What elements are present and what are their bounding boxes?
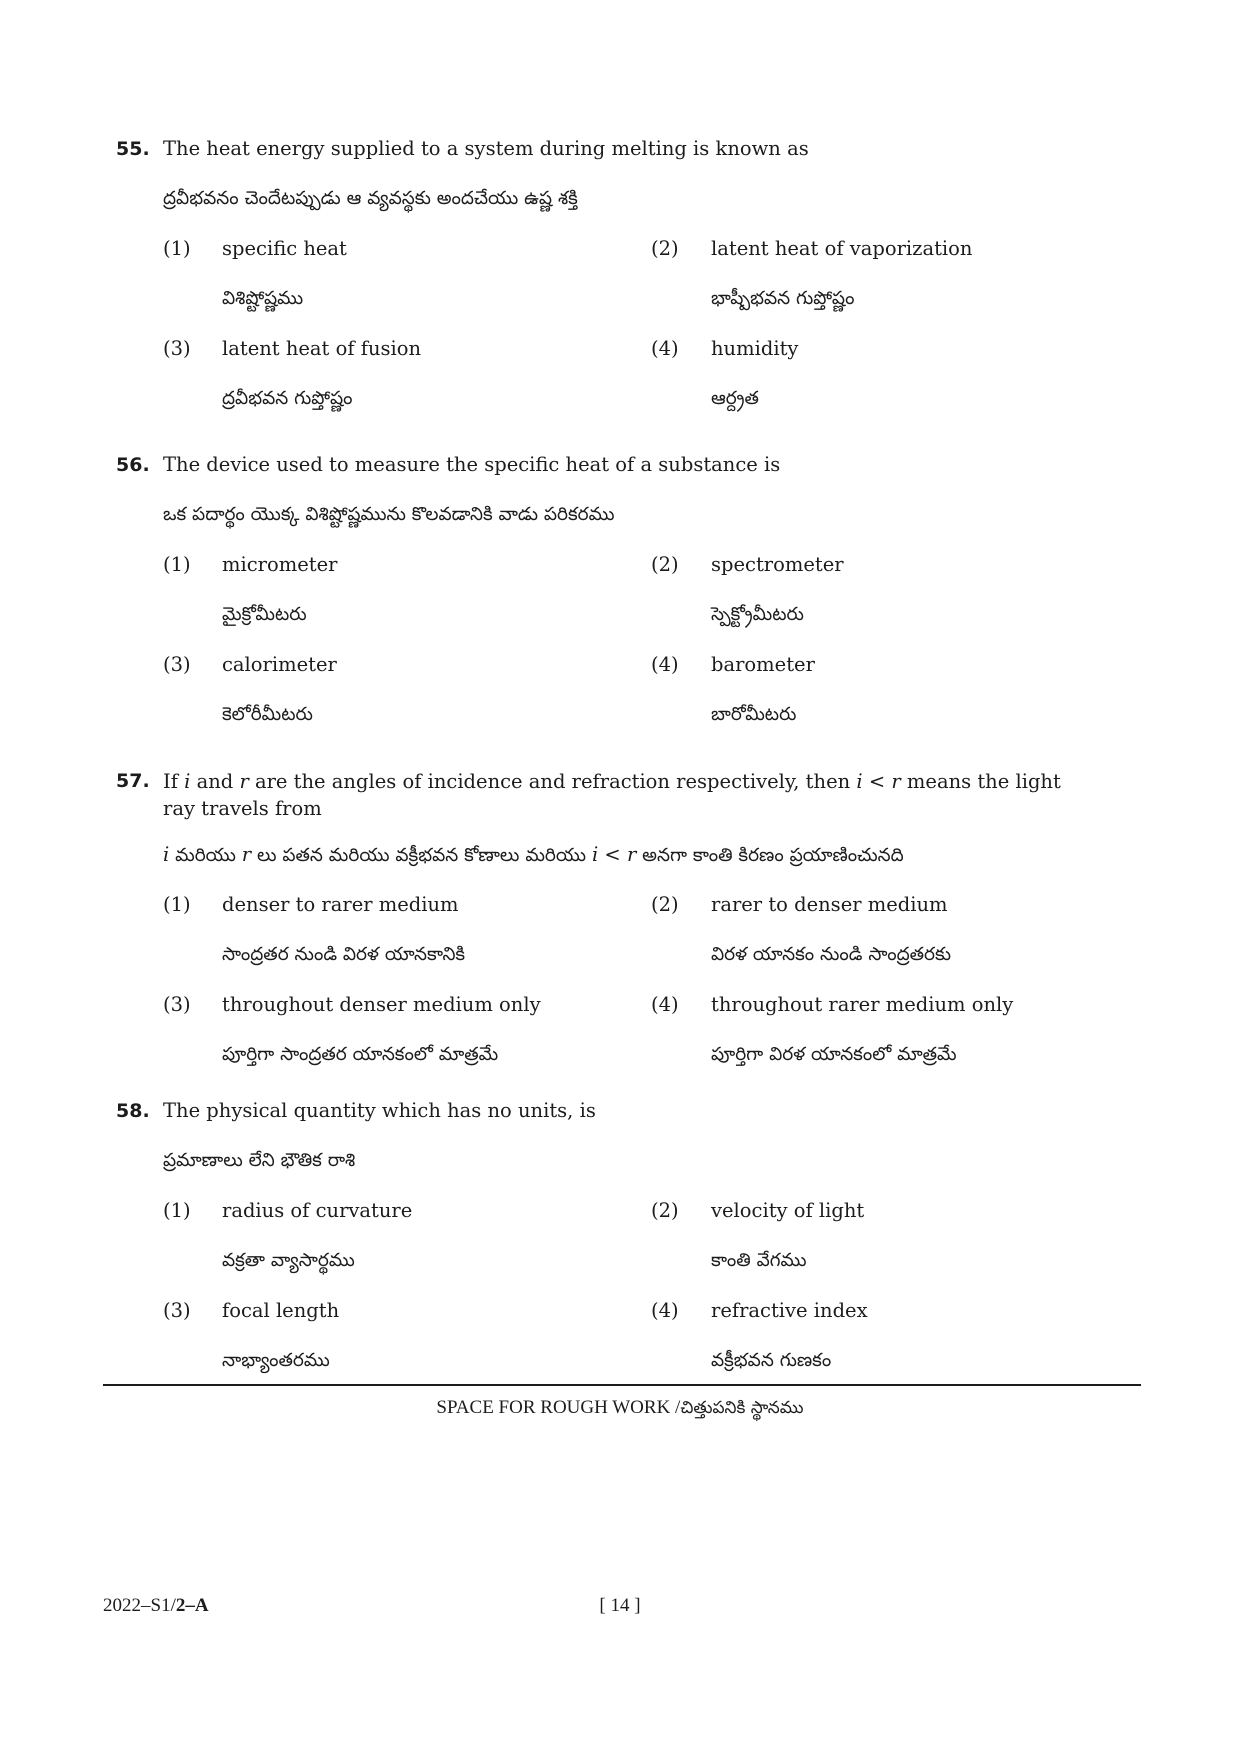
option-english-line — [651, 980, 1131, 1030]
text-segment: and — [190, 770, 240, 793]
option-text-telugu: మైక్రోమీటరు — [222, 604, 307, 625]
option-english-line — [651, 1186, 1131, 1236]
option-number: (2) — [651, 1199, 679, 1222]
question-stem-english — [0, 756, 1240, 830]
option-text-telugu: ద్రవీభవన గుప్తోష్ణం — [222, 388, 353, 409]
question-text-english: The physical quantity which has no units, is — [163, 1099, 596, 1122]
option-text-english: micrometer — [222, 553, 338, 576]
option-1 — [163, 224, 643, 324]
option-english-line — [163, 880, 643, 930]
symbol-i: i — [184, 770, 191, 793]
option-english-line — [163, 980, 643, 1030]
option-3 — [163, 324, 643, 424]
question-text-english-line-1 — [163, 768, 1240, 795]
text-segment: are the angles of incidence and refraction respectively, then — [248, 770, 857, 793]
option-text-telugu: స్పెక్ట్రోమీటరు — [711, 604, 804, 625]
page-number: [ 14 ] — [599, 1595, 641, 1616]
option-4 — [651, 324, 1131, 424]
question-56 — [0, 440, 1240, 740]
symbol-i: i — [591, 843, 599, 866]
option-english-line — [163, 640, 643, 690]
option-text-english: throughout rarer medium only — [711, 993, 1014, 1016]
option-row — [0, 1186, 1240, 1286]
option-text-english: velocity of light — [711, 1199, 865, 1222]
option-text-telugu: పూర్తిగా విరళ యానకంలో మాత్రమే — [711, 1044, 957, 1065]
option-3 — [163, 980, 643, 1080]
option-text-telugu: సాంద్రతర నుండి విరళ యానకానికి — [222, 944, 466, 965]
question-58 — [0, 1086, 1240, 1386]
text-segment: లు పతన మరియు వక్రీభవన కోణాలు మరియు — [251, 845, 592, 866]
option-text-telugu: కాంతి వేగము — [711, 1250, 807, 1271]
option-text-telugu: బారోమీటరు — [711, 704, 797, 725]
paper-code-set: 2–A — [175, 1595, 209, 1616]
option-1 — [163, 880, 643, 980]
option-text-telugu: నాభ్యాంతరము — [222, 1350, 330, 1371]
symbol-i: i — [163, 843, 170, 866]
option-3 — [163, 1286, 643, 1386]
option-4 — [651, 980, 1131, 1080]
option-text-telugu: కెలోరీమీటరు — [222, 704, 313, 725]
option-number: (4) — [651, 993, 679, 1016]
text-segment: < — [862, 770, 892, 793]
symbol-r: r — [241, 843, 252, 866]
option-2 — [651, 540, 1131, 640]
option-text-telugu: ఆర్ద్రత — [711, 388, 759, 409]
option-number: (3) — [163, 993, 191, 1016]
option-4 — [651, 640, 1131, 740]
option-number: (4) — [651, 1299, 679, 1322]
option-text-english: focal length — [222, 1299, 340, 1322]
rough-work-telugu: చిత్తుపనికి స్థానము — [680, 1398, 804, 1418]
question-stem-english — [0, 124, 1240, 174]
question-number: 55. — [116, 138, 150, 160]
option-number: (4) — [651, 653, 679, 676]
question-stem-english — [0, 1086, 1240, 1136]
option-english-line — [651, 540, 1131, 590]
option-1 — [163, 1186, 643, 1286]
option-text-english: radius of curvature — [222, 1199, 413, 1222]
option-text-english: rarer to denser medium — [711, 893, 948, 916]
option-english-line — [651, 324, 1131, 374]
question-text-telugu — [0, 830, 1240, 880]
option-text-telugu: విశిష్టోష్ణము — [222, 288, 304, 309]
option-row — [0, 324, 1240, 424]
option-row — [0, 980, 1240, 1080]
option-number: (1) — [163, 237, 191, 260]
option-3 — [163, 640, 643, 740]
option-4 — [651, 1286, 1131, 1386]
option-number: (3) — [163, 1299, 191, 1322]
divider-line — [103, 1384, 1141, 1386]
option-text-english: calorimeter — [222, 653, 337, 676]
text-segment: If — [163, 770, 185, 793]
option-number: (3) — [163, 653, 191, 676]
question-text-english: The device used to measure the specific heat of a substance is — [163, 453, 781, 476]
text-segment: మరియు — [169, 845, 242, 866]
option-english-line — [163, 1286, 643, 1336]
option-number: (3) — [163, 337, 191, 360]
question-text-english: The heat energy supplied to a system during melting is known as — [163, 137, 809, 160]
option-english-line — [163, 324, 643, 374]
option-2 — [651, 224, 1131, 324]
option-number: (2) — [651, 893, 679, 916]
question-55 — [0, 124, 1240, 424]
option-row — [0, 224, 1240, 324]
option-text-telugu: విరళ యానకం నుండి సాంద్రతరకు — [711, 944, 952, 965]
question-57 — [0, 756, 1240, 1080]
option-text-english: latent heat of fusion — [222, 337, 422, 360]
option-2 — [651, 1186, 1131, 1286]
option-text-telugu: పూర్తిగా సాంద్రతర యానకంలో మాత్రమే — [222, 1044, 499, 1065]
text-segment: అనగా కాంతి కిరణం ప్రయాణించునది — [636, 845, 904, 866]
option-english-line — [163, 540, 643, 590]
option-english-line — [651, 640, 1131, 690]
rough-work-english: SPACE FOR ROUGH WORK / — [436, 1397, 681, 1418]
option-text-english: refractive index — [711, 1299, 868, 1322]
symbol-r: r — [239, 770, 249, 793]
option-text-telugu: వక్రీభవన గుణకం — [711, 1350, 832, 1371]
option-number: (1) — [163, 553, 191, 576]
option-row — [0, 1286, 1240, 1386]
rough-work-label — [0, 1396, 1240, 1420]
text-segment: < — [598, 843, 627, 866]
question-text-telugu: ద్రవీభవనం చెందేటప్పుడు ఆ వ్యవస్థకు అందచేయు ఉష్ణ శక్తి — [163, 188, 578, 209]
option-text-english: latent heat of vaporization — [711, 237, 973, 260]
option-text-telugu: భాష్పీభవన గుప్తోష్ణం — [711, 288, 855, 309]
text-segment: means the light — [900, 770, 1061, 793]
option-2 — [651, 880, 1131, 980]
option-text-english: specific heat — [222, 237, 347, 260]
option-text-english: denser to rarer medium — [222, 893, 459, 916]
option-english-line — [163, 224, 643, 274]
question-number: 57. — [116, 770, 150, 792]
option-row — [0, 880, 1240, 980]
question-text-telugu: ఒక పదార్థం యొక్క విశిష్టోష్ణమును కొలవడానికి వాడు పరికరము — [163, 504, 615, 525]
option-english-line — [651, 880, 1131, 930]
option-number: (2) — [651, 237, 679, 260]
option-number: (2) — [651, 553, 679, 576]
option-row — [0, 640, 1240, 740]
option-text-english: throughout denser medium only — [222, 993, 541, 1016]
question-stem-english — [0, 440, 1240, 490]
question-text-english-line-2: ray travels from — [163, 797, 322, 820]
option-text-english: humidity — [711, 337, 799, 360]
question-number: 58. — [116, 1100, 150, 1122]
option-text-english: barometer — [711, 653, 815, 676]
option-row — [0, 540, 1240, 640]
option-text-telugu: వక్రతా వ్యాసార్థము — [222, 1250, 355, 1271]
symbol-r: r — [626, 843, 637, 866]
option-number: (1) — [163, 1199, 191, 1222]
option-english-line — [651, 224, 1131, 274]
option-number: (4) — [651, 337, 679, 360]
question-number: 56. — [116, 454, 150, 476]
option-english-line — [163, 1186, 643, 1236]
symbol-r: r — [891, 770, 901, 793]
option-english-line — [651, 1286, 1131, 1336]
option-text-english: spectrometer — [711, 553, 844, 576]
paper-code-prefix: 2022–S1/ — [103, 1595, 176, 1616]
symbol-i: i — [856, 770, 863, 793]
option-number: (1) — [163, 893, 191, 916]
question-text-telugu: ప్రమాణాలు లేని భౌతిక రాశి — [163, 1150, 356, 1171]
option-1 — [163, 540, 643, 640]
